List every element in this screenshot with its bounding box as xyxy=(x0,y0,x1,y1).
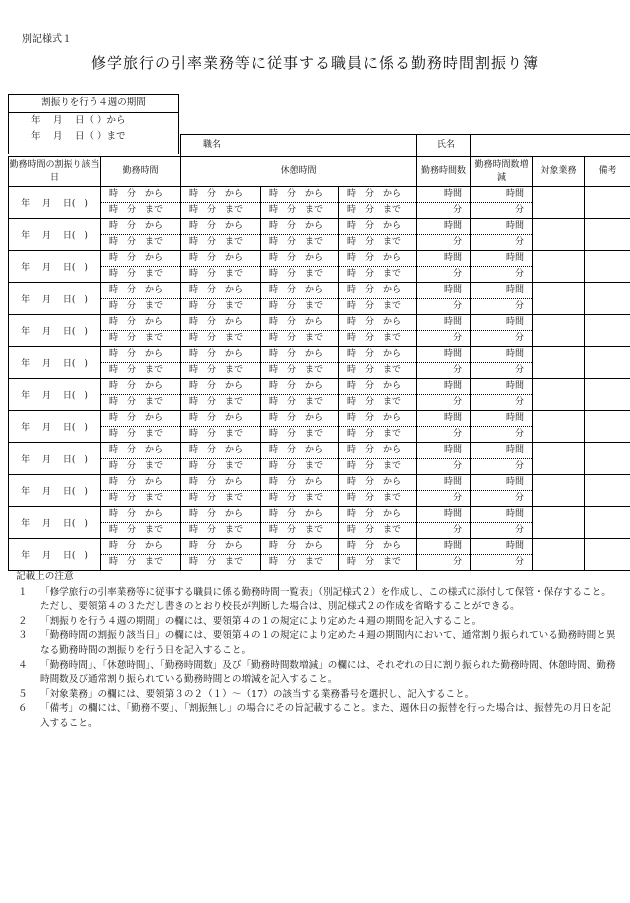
time-cell[interactable]: 時 分 から 時 分 まで xyxy=(181,219,261,251)
date-cell[interactable]: 年 月 日( ) xyxy=(9,315,101,347)
time-cell[interactable]: 時 分 から 時 分 まで xyxy=(101,283,181,315)
header-target-work: 対象業務 xyxy=(533,157,585,187)
position-field xyxy=(261,135,417,157)
time-cell[interactable]: 時 分 から 時 分 まで xyxy=(101,347,181,379)
table-row xyxy=(9,475,630,507)
target-work-cell[interactable] xyxy=(533,187,585,219)
table-row xyxy=(9,315,630,347)
time-cell[interactable]: 時 分 から 時 分 まで xyxy=(261,219,339,251)
time-cell[interactable]: 時 分 から 時 分 まで xyxy=(181,347,261,379)
header-work-time: 勤務時間 xyxy=(101,157,181,187)
table-row xyxy=(9,283,630,315)
time-cell[interactable]: 時 分 から 時 分 まで xyxy=(101,539,181,571)
date-cell[interactable]: 年 月 日( ) xyxy=(9,411,101,443)
remarks-cell[interactable] xyxy=(585,283,630,315)
remarks-cell[interactable] xyxy=(585,251,630,283)
hours-cell[interactable]: 時間 分 xyxy=(417,219,471,251)
time-cell[interactable]: 時 分 から 時 分 まで xyxy=(261,315,339,347)
time-cell[interactable]: 時 分 から 時 分 まで xyxy=(339,219,417,251)
note-item xyxy=(16,615,616,630)
table-row xyxy=(9,251,630,283)
table-row xyxy=(9,443,630,475)
date-cell[interactable]: 年 月 日( ) xyxy=(9,539,101,571)
remarks-cell[interactable] xyxy=(585,315,630,347)
time-cell[interactable]: 時 分 から 時 分 まで xyxy=(101,379,181,411)
remarks-cell[interactable] xyxy=(585,379,630,411)
note-text: 「対象業務」の欄には、要領第３の２（１）～（17）の該当する業務番号を選択し、記入すること。 xyxy=(40,688,475,700)
time-cell[interactable]: 時 分 から 時 分 まで xyxy=(101,475,181,507)
remarks-cell[interactable] xyxy=(585,475,630,507)
target-work-cell[interactable] xyxy=(533,219,585,251)
hours-cell[interactable]: 時間 分 xyxy=(471,251,533,283)
position-label: 職名 xyxy=(181,135,261,157)
hours-cell[interactable]: 時間 分 xyxy=(417,411,471,443)
hours-cell[interactable]: 時間 分 xyxy=(471,411,533,443)
time-cell[interactable]: 時 分 から 時 分 まで xyxy=(181,315,261,347)
header-remarks: 備考 xyxy=(585,157,630,187)
hours-cell[interactable]: 時間 分 xyxy=(417,251,471,283)
note-number: １ xyxy=(18,586,28,598)
name-label: 氏名 xyxy=(417,135,471,157)
table-row xyxy=(9,379,630,411)
time-cell[interactable]: 時 分 から 時 分 まで xyxy=(261,251,339,283)
date-cell[interactable]: 年 月 日( ) xyxy=(9,283,101,315)
time-cell[interactable]: 時 分 から 時 分 まで xyxy=(339,315,417,347)
note-item xyxy=(16,586,616,615)
hours-cell[interactable]: 時間 分 xyxy=(471,219,533,251)
time-cell[interactable]: 時 分 から 時 分 まで xyxy=(181,443,261,475)
note-text: 「備考」の欄には、「勤務不要」、「割振無し」の場合にその旨記載すること。また、週休日の振替を行った場合は、振替先の月日を記入すること。 xyxy=(40,703,611,729)
time-cell[interactable]: 時 分 から 時 分 まで xyxy=(101,411,181,443)
schedule-table xyxy=(8,134,630,571)
note-text: 「割振りを行う４週の期間」の欄には、要領第４の１の規定により定めた４週の期間を記入すること。 xyxy=(40,615,482,627)
time-cell[interactable]: 時 分 から 時 分 まで xyxy=(261,411,339,443)
notes-section xyxy=(16,570,616,732)
remarks-cell[interactable] xyxy=(585,347,630,379)
date-cell[interactable]: 年 月 日( ) xyxy=(9,219,101,251)
time-cell[interactable]: 時 分 から 時 分 まで xyxy=(261,539,339,571)
period-header: 割振りを行う４週の期間 xyxy=(9,95,178,113)
target-work-cell[interactable] xyxy=(533,507,585,539)
time-cell[interactable]: 時 分 から 時 分 まで xyxy=(181,379,261,411)
note-text: 「勤務時間の割振り該当日」の欄には、要領第４の１の規定により定めた４週の期間内において、通常割り振られている勤務時間と異なる勤務時間の割振りを行う日を記入すること。 xyxy=(40,630,616,656)
time-cell[interactable]: 時 分 から 時 分 まで xyxy=(261,379,339,411)
time-cell[interactable]: 時 分 から 時 分 まで xyxy=(101,507,181,539)
table-row xyxy=(9,347,630,379)
hours-cell[interactable]: 時間 分 xyxy=(471,347,533,379)
remarks-cell[interactable] xyxy=(585,219,630,251)
hours-cell[interactable]: 時間 分 xyxy=(471,283,533,315)
period-from: 年 月 日（ ）から xyxy=(31,115,126,126)
target-work-cell[interactable] xyxy=(533,443,585,475)
date-cell[interactable]: 年 月 日( ) xyxy=(9,443,101,475)
time-cell[interactable]: 時 分 から 時 分 まで xyxy=(339,539,417,571)
hours-cell[interactable]: 時間 分 xyxy=(471,379,533,411)
table-row xyxy=(9,539,630,571)
target-work-cell[interactable] xyxy=(533,475,585,507)
hours-cell[interactable]: 時間 分 xyxy=(417,315,471,347)
header-break-time: 休憩時間 xyxy=(181,157,417,187)
time-cell[interactable]: 時 分 から 時 分 まで xyxy=(101,251,181,283)
target-work-cell[interactable] xyxy=(533,539,585,571)
time-cell[interactable]: 時 分 から 時 分 まで xyxy=(101,187,181,219)
target-work-cell[interactable] xyxy=(533,315,585,347)
time-cell[interactable]: 時 分 から 時 分 まで xyxy=(339,251,417,283)
hours-cell[interactable]: 時間 分 xyxy=(471,539,533,571)
time-cell[interactable]: 時 分 から 時 分 まで xyxy=(339,283,417,315)
hours-cell[interactable]: 時間 分 xyxy=(417,475,471,507)
time-cell[interactable]: 時 分 から 時 分 まで xyxy=(101,315,181,347)
table-row xyxy=(9,411,630,443)
date-cell[interactable]: 年 月 日( ) xyxy=(9,475,101,507)
hours-cell[interactable]: 時間 分 xyxy=(471,187,533,219)
target-work-cell[interactable] xyxy=(533,251,585,283)
hours-cell[interactable]: 時間 分 xyxy=(471,507,533,539)
page-title: 修学旅行の引率業務等に従事する職員に係る勤務時間割振り簿 xyxy=(90,54,539,72)
table-row xyxy=(9,507,630,539)
time-cell[interactable]: 時 分 から 時 分 まで xyxy=(339,347,417,379)
date-cell[interactable]: 年 月 日( ) xyxy=(9,251,101,283)
hours-cell[interactable]: 時間 分 xyxy=(471,315,533,347)
hours-cell[interactable]: 時間 分 xyxy=(417,283,471,315)
time-cell[interactable]: 時 分 から 時 分 まで xyxy=(101,219,181,251)
date-cell[interactable]: 年 月 日( ) xyxy=(9,187,101,219)
date-cell[interactable]: 年 月 日( ) xyxy=(9,347,101,379)
time-cell[interactable]: 時 分 から 時 分 まで xyxy=(261,283,339,315)
remarks-cell[interactable] xyxy=(585,507,630,539)
remarks-cell[interactable] xyxy=(585,411,630,443)
hours-cell[interactable]: 時間 分 xyxy=(417,379,471,411)
time-cell[interactable]: 時 分 から 時 分 まで xyxy=(339,475,417,507)
remarks-cell[interactable] xyxy=(585,443,630,475)
note-text: 「修学旅行の引率業務等に従事する職員に係る勤務時間一覧表」（別記様式２）を作成し、この様式に添付して保管・保存すること。ただし、要領第４の３ただし書きのとおり校長が判断した場合は、別記様式２の作成を省略することができる。 xyxy=(40,586,611,613)
time-cell[interactable]: 時 分 から 時 分 まで xyxy=(339,411,417,443)
note-number: ３ xyxy=(18,630,28,642)
note-text: 「勤務時間」、「休憩時間」、「勤務時間数」及び「勤務時間数増減」の欄には、それぞれの日に割り振られた勤務時間、休憩時間、勤務時間数及び通常割り振られている勤務時間との増減を記入すること。 xyxy=(40,659,616,686)
table-row xyxy=(9,219,630,251)
note-number: ５ xyxy=(18,688,28,700)
target-work-cell[interactable] xyxy=(533,379,585,411)
time-cell[interactable]: 時 分 から 時 分 まで xyxy=(181,507,261,539)
note-number: ６ xyxy=(18,703,28,715)
hours-cell[interactable]: 時間 分 xyxy=(417,187,471,219)
hours-cell[interactable]: 時間 分 xyxy=(417,507,471,539)
form-label: 別記様式１ xyxy=(22,34,72,45)
note-number: ２ xyxy=(18,615,28,627)
note-item xyxy=(16,659,616,688)
hours-cell[interactable]: 時間 分 xyxy=(417,443,471,475)
date-cell[interactable]: 年 月 日( ) xyxy=(9,507,101,539)
time-cell[interactable]: 時 分 から 時 分 まで xyxy=(261,475,339,507)
time-cell[interactable]: 時 分 から 時 分 まで xyxy=(261,187,339,219)
header-work-hours: 勤務時間数 xyxy=(417,157,471,187)
time-cell[interactable]: 時 分 から 時 分 まで xyxy=(339,507,417,539)
note-item xyxy=(16,702,616,731)
target-work-cell[interactable] xyxy=(533,283,585,315)
remarks-cell[interactable] xyxy=(585,187,630,219)
hours-cell[interactable]: 時間 分 xyxy=(471,475,533,507)
time-cell[interactable]: 時 分 から 時 分 まで xyxy=(181,539,261,571)
time-cell[interactable]: 時 分 から 時 分 まで xyxy=(181,475,261,507)
target-work-cell[interactable] xyxy=(533,347,585,379)
time-cell[interactable]: 時 分 から 時 分 まで xyxy=(181,187,261,219)
name-field xyxy=(471,135,630,157)
header-hours-change: 勤務時間数増減 xyxy=(471,157,533,187)
target-work-cell[interactable] xyxy=(533,411,585,443)
time-cell[interactable]: 時 分 から 時 分 まで xyxy=(181,411,261,443)
period-to: 年 月 日（ ）まで xyxy=(31,131,126,142)
notes-title: 記載上の注意 xyxy=(16,571,74,582)
hours-cell[interactable]: 時間 分 xyxy=(417,347,471,379)
time-cell[interactable]: 時 分 から 時 分 まで xyxy=(339,443,417,475)
table-row xyxy=(9,187,630,219)
header-assign-day: 勤務時間の割振り該当日 xyxy=(9,157,101,187)
time-cell[interactable]: 時 分 から 時 分 まで xyxy=(181,283,261,315)
note-item xyxy=(16,629,616,658)
time-cell[interactable]: 時 分 から 時 分 まで xyxy=(181,251,261,283)
note-item xyxy=(16,688,616,703)
time-cell[interactable]: 時 分 から 時 分 まで xyxy=(261,347,339,379)
date-cell[interactable]: 年 月 日( ) xyxy=(9,379,101,411)
hours-cell[interactable]: 時間 分 xyxy=(417,539,471,571)
time-cell[interactable]: 時 分 から 時 分 まで xyxy=(261,443,339,475)
time-cell[interactable]: 時 分 から 時 分 まで xyxy=(101,443,181,475)
note-number: ４ xyxy=(18,659,28,671)
remarks-cell[interactable] xyxy=(585,539,630,571)
time-cell[interactable]: 時 分 から 時 分 まで xyxy=(261,507,339,539)
hours-cell[interactable]: 時間 分 xyxy=(471,443,533,475)
time-cell[interactable]: 時 分 から 時 分 まで xyxy=(339,187,417,219)
time-cell[interactable]: 時 分 から 時 分 まで xyxy=(339,379,417,411)
